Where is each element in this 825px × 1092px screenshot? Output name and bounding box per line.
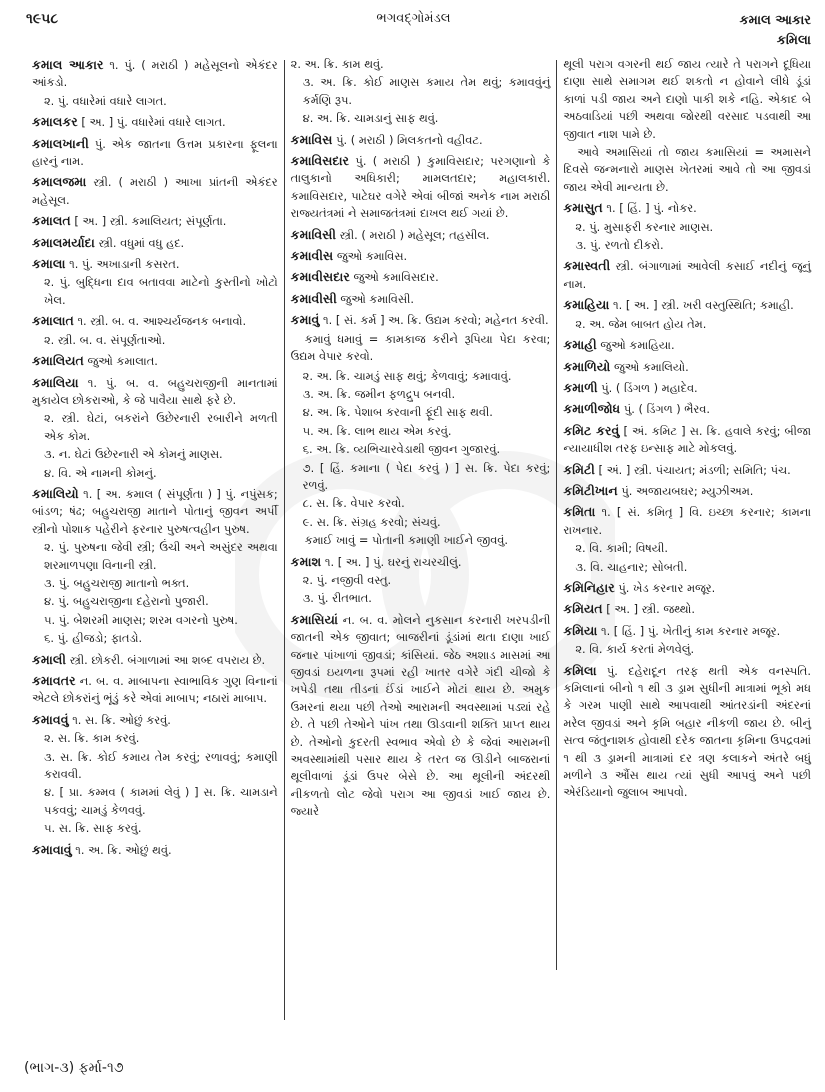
headword: કમાવીસી bbox=[290, 290, 337, 306]
sense-line: ૨. સ. ક્રિ. કામ કરવું. bbox=[44, 731, 140, 746]
entry-first-line bbox=[32, 255, 278, 273]
sense-text: [ અં. કમિટ ] સ. ક્રિ. હવાલે કરવું; બીજા ન્યાયાધીશ તરફ ઇન્સાફ માટે મોકલવું. bbox=[563, 423, 812, 456]
headword: કમિટી bbox=[563, 461, 595, 477]
headword: કમાલકર bbox=[32, 114, 78, 130]
sense-text: [ અં. ] સ્ત્રી. પંચાયત; મંડળી; સમિતિ; પંચ. bbox=[598, 462, 791, 477]
entry-first-line bbox=[32, 374, 278, 410]
entry-first-line bbox=[563, 358, 811, 376]
entry-first-line bbox=[32, 485, 278, 538]
entry-first-line bbox=[563, 482, 811, 500]
idiom-line: આવે અમાસિયાં તો જાય કમાસિયાં = અમાસને દિવસે જન્મનારો માણસ ખેતરમાં આવે તો આ જીવડાં જાય એવી માન્યતા છે. bbox=[563, 145, 811, 194]
dictionary-entry bbox=[291, 226, 551, 244]
sense-text: પું. દહેરાદૂન તરફ થતી એક વનસ્પતિ. કમિલાનાં બીનો ૧ થી ૩ ડ્રામ સુધીની માત્રામાં ભૂકો મધ કે ગરમ પાણી સાથે આપવાથી આંતરડાંની અંદરનાં મરેલ જીવડાં અને કૃમિ બહાર નીકળી જાય છે. બીનું સત્વ જંતુનાશક હોવાથી દરેક જાતના કૃમિના ઉપદ્રવમાં ૧ થી ૩ ડ્રામની માત્રામાં દર ત્રણ કલાકને અંતરે બધું મળીને ૩ ઔંસ થાય ત્યાં સુધી આપવું અને પછી એરંડિયાનો જુલાબ આપવો. bbox=[563, 663, 811, 800]
guide-words bbox=[739, 11, 811, 51]
entry-first-line bbox=[291, 247, 551, 265]
headword: કમિનિહાર bbox=[563, 579, 615, 595]
headword: કમાહી bbox=[563, 337, 597, 353]
sense-text: ૧. [ અ. કમાલ ( સંપૂર્ણતા ) ] પું. નપુંસક; બાંડળ; ષંઢ; બહુચરાજી માતાને પોતાનું જીવન અર્પી સ્ત્રીનો પોશાક પહેરીને ફરનાર પુરુષત્વહીન પુરુષ. bbox=[32, 486, 278, 536]
entry-first-line bbox=[291, 311, 551, 329]
entry-first-line bbox=[563, 400, 811, 418]
sense-text: પું. ખેડ કરનાર મજૂર. bbox=[618, 580, 716, 595]
sense-text: પું. એક જાતના ઉત્તમ પ્રકારના ફૂલના હારનું નામ. bbox=[32, 136, 278, 169]
sense-line: ૬. અ. ક્રિ. વ્યભિચારવેડાથી જીવન ગુજારવું. bbox=[302, 442, 501, 457]
sense-line: ૩. પું. રળતો દીકરો. bbox=[575, 238, 664, 253]
sense-line: ૩. સ. ક્રિ. કોઈ કમાય તેમ કરવું; રળાવવું; કમાણી કરાવવી. bbox=[44, 749, 278, 782]
headword: કમાસિયાં bbox=[290, 611, 338, 627]
dictionary-entry bbox=[563, 622, 811, 659]
sense-text: પું. ( ડિંગળ ) મહાદેવ. bbox=[601, 380, 698, 395]
entry-first-line bbox=[32, 56, 278, 92]
dictionary-entry bbox=[32, 672, 278, 708]
headword: કમાલ આકાર bbox=[32, 57, 104, 72]
sense-line: ૭. [ હિં. કમાના ( પેદા કરવું ) ] સ. ક્રિ. પેદા કરવું; રળવું. bbox=[302, 460, 551, 492]
entry-first-line bbox=[563, 422, 811, 458]
sense-line: ૪. વિ. એ નામની કોમનું. bbox=[44, 465, 157, 480]
entry-first-line bbox=[32, 711, 278, 729]
sense-line: ૨. સ્ત્રી. ઘેટાં, બકરાંને ઉછેરનારી રબારીને મળતી એક કોમ. bbox=[44, 411, 278, 443]
headword: કમાવીસદાર bbox=[290, 269, 350, 285]
sense-text: જુઓ કમાવિસદાર. bbox=[353, 270, 439, 285]
sense-line: ૩. પું. રીતભાત. bbox=[302, 591, 372, 606]
dictionary-entry bbox=[563, 461, 811, 479]
entry-first-line bbox=[32, 234, 278, 252]
headword: કમાલી bbox=[32, 651, 66, 667]
column-left bbox=[22, 56, 284, 1056]
dictionary-entry bbox=[563, 482, 811, 500]
dictionary-entry bbox=[563, 199, 811, 254]
headword: કમાવિસી bbox=[290, 226, 337, 242]
dictionary-entry bbox=[32, 485, 278, 648]
sense-line: ૪. અ. ક્રિ. પેશાબ કરવાની ફૂંદી સાફ થવી. bbox=[302, 405, 493, 420]
entry-first-line bbox=[563, 379, 811, 397]
headword: કમાશ bbox=[290, 553, 322, 569]
sense-text: ૧. [ અ. ] સ્ત્રી. ખરી વસ્તુસ્થિતિ; કમાહી. bbox=[613, 298, 794, 313]
dictionary-entry bbox=[291, 56, 551, 128]
column-middle bbox=[285, 56, 557, 1056]
sense-line: ૮. સ. ક્રિ. વેપાર કરવો. bbox=[302, 496, 405, 511]
headword: કમિટીખાન bbox=[563, 482, 618, 498]
idiom-line: કમાવું ધમાવું = કામકાજ કરીને રૂપિયા પેદા કરવા; ઉદ્યમ વેપાર કરવો. bbox=[290, 331, 551, 364]
sense-text: ૧. સ્ત્રી. બ. વ. આશ્ચર્યજનક બનાવો. bbox=[77, 314, 247, 329]
entry-first-line bbox=[32, 352, 278, 370]
entry-first-line bbox=[291, 56, 551, 73]
entry-first-line bbox=[32, 672, 278, 708]
dictionary-entry bbox=[291, 311, 551, 549]
headword: કમિયા bbox=[563, 622, 598, 638]
sense-line: ૫. અ. ક્રિ. લાભ થાય એમ કરવું. bbox=[302, 423, 452, 438]
headword: કમાવું bbox=[290, 312, 320, 328]
sense-text: ૧. અ. ક્રિ. ઓછું થવું. bbox=[75, 842, 172, 857]
headword: કમાલિયા bbox=[32, 374, 79, 390]
dictionary-entry bbox=[32, 135, 278, 171]
column-right bbox=[557, 56, 817, 1056]
dictionary-entry bbox=[563, 336, 811, 354]
sense-line: ૩. ન. ઘેટાં ઉછેરનારી એ કોમનું માણસ. bbox=[44, 447, 223, 462]
headword: કમાવતર bbox=[32, 673, 76, 688]
dictionary-entry bbox=[32, 234, 278, 252]
sense-line: ૨. પું. વધારેમાં વધારે લાગત. bbox=[44, 93, 167, 108]
headword: કમાસુત bbox=[563, 200, 603, 216]
sense-line: ૩. પું. બહુચરાજી માતાનો ભક્ત. bbox=[44, 575, 190, 590]
headword: કમાલખાની bbox=[32, 135, 89, 151]
dictionary-entry bbox=[32, 312, 278, 349]
dictionary-entry bbox=[32, 352, 278, 370]
dictionary-entry bbox=[563, 422, 811, 458]
headword: કમાલાત bbox=[32, 313, 74, 329]
dictionary-entry bbox=[291, 131, 551, 149]
headword: કમાવીસ bbox=[290, 248, 334, 264]
sense-text: પું. ( મરાઠી ) મિલકતનો વહીવટ. bbox=[336, 132, 483, 147]
headword: કમિયત bbox=[563, 601, 603, 617]
dictionary-entry bbox=[32, 711, 278, 838]
entry-first-line bbox=[563, 199, 811, 217]
dictionary-entry bbox=[563, 503, 811, 576]
dictionary-entry bbox=[32, 651, 278, 669]
headword: કમિતા bbox=[563, 504, 596, 520]
dictionary-entry bbox=[563, 400, 811, 418]
headword: કમાવાવું bbox=[32, 841, 72, 857]
sense-line: ૨. વિ. કામી; વિષયી. bbox=[575, 541, 669, 556]
dictionary-entry bbox=[32, 841, 278, 859]
sense-line: ૪. પું. બહુચરાજીના દહેરાનો પુજારી. bbox=[44, 594, 209, 609]
sense-text: થૂલી પરાગ વગરની થઈ જાય ત્યારે તે પરાગને દૂધિયા દાણા સાથે સમાગમ થઈ શકતો ન હોવાને લીધે ડૂંડાં કાળાં પડી જાય અને દાણો પાકી શકે નહિ. એકાદ બે અઠવાડિયાં પછી અથવા જોરથી વરસાદ પડવાથી આ જીવાત નાશ પામે છે. bbox=[563, 57, 811, 141]
dictionary-entry bbox=[291, 553, 551, 608]
sense-text: [ અ. ] સ્ત્રી. જથ્થો. bbox=[606, 602, 695, 617]
entry-first-line bbox=[291, 611, 551, 821]
sense-line: ૪. અ. ક્રિ. ચામડાનું સાફ થવું. bbox=[302, 111, 439, 126]
entry-first-line bbox=[563, 600, 811, 618]
sense-text: ન. બ. વ. માબાપના સ્વાભાવિક ગુણ વિનાનાં એટલે છોકરાંનું ભૂંડું કરે એવાં માબાપ; નઠારાં માબાપ. bbox=[32, 674, 278, 706]
dictionary-entry bbox=[563, 379, 811, 397]
entry-first-line bbox=[291, 290, 551, 308]
sense-text: જુઓ કમાવિસ. bbox=[336, 249, 408, 264]
sense-text: [ અ. ] પું. વધારેમાં વધારે લાગત. bbox=[81, 115, 226, 130]
headword: કમાવિસ bbox=[290, 131, 333, 147]
dictionary-entry bbox=[563, 358, 811, 376]
sense-text: ન. બ. વ. મોલને નુકસાન કરનારી ખરપડીની જાતની એક જીવાત; બાજરીનાં ડૂંડાંમાં થતા દાણા ખાઈ જનાર પાંખાળાં જીવડાં; કાંસિયાં. જેઠ અશાડ માસમાં આ જીવડાં ઇયળના રૂપમાં રહી ખાતર વગેરે ગંદી ચીજો કે ખપેડી તથા તીડનાં ઈંડાં ખાઈને મોટાં થાય છે. અમુક ઉમરનાં થયા પછી તેઓ આરામની અવસ્થામાં પડ્યાં રહે છે. તે પછી તેઓને પાંખ તથા ઊડવાની શક્તિ પ્રાપ્ત થાય છે. તેઓનો કુદરતી સ્વભાવ એવો છે કે જેવાં આરામની અવસ્થામાંથી પસાર થાય કે તરત જ ઊડીને બાજરાનાં થૂલીવાળાં ડૂંડાં ઉપર બેસે છે. આ થૂલીની અંદરથી નીકળતો લોટ જેવો પરાગ આ જીવડાં ખાઈ જાય છે. જ્યારે bbox=[290, 612, 551, 819]
headword: કમાળી bbox=[563, 379, 598, 395]
sense-line: ૩. અ. ક્રિ. જમીન ફળદ્રુપ બનવી. bbox=[302, 386, 456, 401]
dictionary-entry bbox=[32, 212, 278, 230]
sense-text: જુઓ કમાલાત. bbox=[87, 354, 158, 369]
entry-first-line bbox=[32, 135, 278, 171]
headword: કમાવવું bbox=[32, 711, 69, 727]
dictionary-entry bbox=[291, 247, 551, 265]
dictionary-entry bbox=[32, 56, 278, 110]
sense-text: ૧. પું. બ. વ. બહુચરાજીની માનતામાં મુકાયેલ છોકરાઓ, કે જે પાવૈયા સાથે ફરે છે. bbox=[32, 375, 278, 407]
guide-word-last: કમિલા bbox=[776, 33, 811, 48]
entry-first-line bbox=[291, 152, 551, 223]
sense-text: જુઓ કમાલિયો. bbox=[613, 359, 689, 374]
page-header bbox=[14, 8, 813, 52]
dictionary-entry bbox=[291, 268, 551, 286]
dictionary-entry bbox=[563, 296, 811, 333]
sense-text: સ્ત્રી. બંગાળામાં આવેલી કસાઈ નદીનું જૂનું નામ. bbox=[563, 259, 811, 291]
entry-first-line bbox=[563, 579, 811, 597]
sense-text: ૧. [ સં. કમિતૃ ] વિ. ઇચ્છા કરનાર; કામના રાખનાર. bbox=[563, 505, 812, 537]
entry-first-line bbox=[291, 131, 551, 149]
sense-line: ૩. વિ. ચાહનાર; સોબતી. bbox=[575, 559, 688, 574]
sense-text: સ્ત્રી. છોકરી. બંગાળામાં આ શબ્દ વપરાય છે. bbox=[69, 652, 266, 667]
sense-text: ૧. પું. અખાડાની કસરત. bbox=[69, 257, 180, 272]
sense-line: ૨. અ. ક્રિ. ચામડું સાફ થવું; કેળવાવું; કમાવાવું. bbox=[302, 368, 512, 383]
headword: કમાલા bbox=[32, 256, 66, 272]
dictionary-entry bbox=[291, 152, 551, 223]
page-number: ૧૯૫૮ bbox=[26, 11, 59, 27]
entry-first-line bbox=[32, 113, 278, 131]
sense-text: ૧. પું. ( મરાઠી ) મહેસૂલનો એકંદર આંકડો. bbox=[32, 58, 278, 90]
sense-line: ૨. અ. જેમ બાબત હોય તેમ. bbox=[575, 316, 707, 331]
printer-signature: (ભાગ-૩) ફર્મા-૧૭ bbox=[24, 1060, 124, 1076]
entry-first-line bbox=[563, 336, 811, 354]
guide-word-first: કમાલ આકાર bbox=[739, 13, 811, 28]
headword: કમાહિયા bbox=[563, 297, 610, 313]
sense-text: ૧. [ અ. ] પું. ઘરનું રાચરચીલું. bbox=[324, 554, 462, 569]
dictionary-entry bbox=[563, 600, 811, 618]
dictionary-entry bbox=[563, 662, 811, 802]
headword: કમાલિયત bbox=[32, 353, 84, 369]
headword: કમાળીજોધ bbox=[563, 401, 621, 417]
sense-text: પું. ( મરાઠી ) કુમાવિસદાર; પરગણાનો કે તાલુકાનો અધિકારી; મામલતદાર; મહાલકારી. કમાવિસદાર, પાટેઘર વગેરે એવાં બીજાં અનેક નામ મરાઠી રાજ્યતંત્રમાં ને સમાજતંત્રમાં દાખલ થઈ ગયાં છે. bbox=[290, 154, 551, 221]
entry-first-line bbox=[563, 622, 811, 640]
sense-line: ૪. [ પ્રા. કમ્મવ ( કામમાં લેવું ) ] સ. ક્રિ. ચામડાને પકવવું; ચામડું કેળવવું. bbox=[44, 785, 278, 817]
entry-first-line bbox=[563, 257, 811, 293]
sense-text: સ્ત્રી. ( મરાઠી ) આખા પ્રાંતની એકંદર મહેસૂલ. bbox=[32, 175, 278, 207]
headword: કમિટ કરવું bbox=[563, 422, 620, 438]
entry-first-line bbox=[32, 312, 278, 330]
entry-first-line bbox=[563, 662, 811, 802]
entry-first-line bbox=[291, 226, 551, 244]
dictionary-entry bbox=[563, 257, 811, 293]
sense-line: ૯. સ. ક્રિ. સંગ્રહ કરવો; સંચવું. bbox=[302, 514, 441, 529]
headword: કમાસ્વતી bbox=[563, 258, 611, 274]
entry-first-line bbox=[563, 56, 811, 143]
headword: કમિલા bbox=[563, 662, 597, 678]
entry-first-line bbox=[291, 553, 551, 571]
entry-first-line bbox=[563, 503, 811, 539]
headword: કમાળિયો bbox=[563, 358, 611, 374]
entry-first-line bbox=[563, 461, 811, 479]
sense-text: ૧. [ હિં. ] પું. નોકર. bbox=[606, 201, 697, 216]
sense-line: ૬. પું. હીજડો; ફાતડો. bbox=[44, 631, 143, 646]
entry-first-line bbox=[32, 651, 278, 669]
dictionary-entry bbox=[563, 579, 811, 597]
dictionary-entry bbox=[32, 113, 278, 131]
dictionary-entry bbox=[32, 173, 278, 209]
sense-line: ૨. સ્ત્રી. બ. વ. સંપૂર્ણતાઓ. bbox=[44, 332, 166, 347]
headword: કમાલત bbox=[32, 213, 71, 229]
headword: કમાલમર્યાદા bbox=[32, 234, 95, 250]
sense-line: ૨. પું. બુદ્ધિના દાવ બતાવવા માટેનો કુસ્તીનો ખોટો ખેલ. bbox=[44, 275, 278, 307]
dictionary-entry bbox=[291, 611, 551, 821]
sense-text: સ્ત્રી. વધુમાં વધુ હદ. bbox=[98, 235, 185, 250]
sense-text: જુઓ કમાહિયા. bbox=[600, 338, 675, 353]
sense-line: ૫. સ. ક્રિ. સાફ કરવું. bbox=[44, 821, 142, 836]
dictionary-entry bbox=[32, 374, 278, 482]
entry-first-line bbox=[32, 841, 278, 859]
sense-text: ૧. [ હિં. ] પું. ખેતીનું કામ કરનાર મજૂર. bbox=[600, 623, 781, 638]
headword: કમાવિસદાર bbox=[290, 153, 350, 169]
idiom-line: કમાઈ ખાવું = પોતાની કમાણી ખાઈને જીવવું. bbox=[304, 533, 509, 548]
sense-line: ૩. અ. ક્રિ. કોઈ માણસ કમાય તેમ થવું; કમાવવુંનું કર્મણિ રૂપ. bbox=[302, 75, 551, 107]
entry-first-line bbox=[32, 173, 278, 209]
sense-line: ૨. પું. નજીવી વસ્તુ. bbox=[302, 572, 392, 587]
sense-text: સ્ત્રી. ( મરાઠી ) મહેસૂલ; તહસીલ. bbox=[339, 227, 490, 242]
sense-text: ૧. [ સં. કર્મ ] અ. ક્રિ. ઉદ્યમ કરવો; મહેનત કરવી. bbox=[323, 313, 549, 328]
sense-text: ૧. સ. ક્રિ. ઓછું કરવું. bbox=[72, 712, 171, 727]
sense-line: ૨. વિ. કાર્ય કરતાં મેળવેલું. bbox=[575, 642, 695, 657]
dictionary-entry bbox=[563, 56, 811, 196]
headword: કમાલજમા bbox=[32, 174, 87, 190]
dictionary-entry bbox=[291, 290, 551, 308]
sense-text: [ અ. ] સ્ત્રી. કમાલિયત; સંપૂર્ણતા. bbox=[74, 214, 227, 229]
headword: કમાલિયો bbox=[32, 485, 79, 501]
dictionary-entry bbox=[32, 255, 278, 309]
sense-text: જુઓ કમાવિસી. bbox=[340, 291, 414, 306]
sense-text: ૨. અ. ક્રિ. કામ થવું. bbox=[290, 57, 384, 71]
sense-line: ૨. પું. મુસાફરી કરનાર માણસ. bbox=[575, 219, 714, 234]
entry-first-line bbox=[32, 212, 278, 230]
dictionary-columns bbox=[22, 56, 817, 1056]
entry-first-line bbox=[291, 268, 551, 286]
sense-text: પું. ( ડિંગળ ) ભૈરવ. bbox=[623, 402, 711, 417]
entry-first-line bbox=[563, 296, 811, 314]
book-title: ભગવદ્ગોમંડલ bbox=[376, 11, 451, 26]
sense-text: પું. અજાયબઘર; મ્યુઝીઅમ. bbox=[621, 483, 754, 498]
sense-line: ૫. પું. બેશરમી માણસ; શરમ વગરનો પુરુષ. bbox=[44, 612, 238, 627]
sense-line: ૨. પું. પુરુષના જેવી સ્ત્રી; ઉંચી અને અસુંદર અથવા શરમાળપણા વિનાની સ્ત્રી. bbox=[44, 540, 278, 572]
